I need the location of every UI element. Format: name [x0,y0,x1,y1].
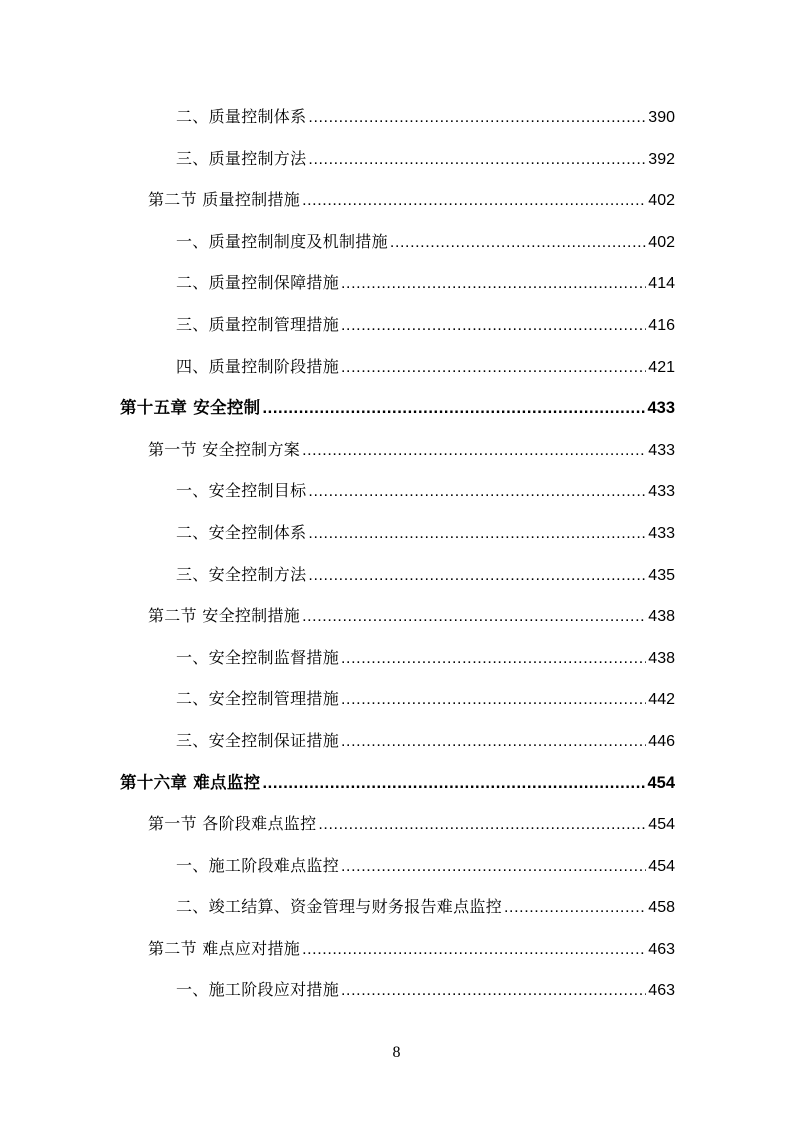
toc-entry-item[interactable] [0,512,793,554]
toc-entry-title: 二、质量控制体系 [176,107,307,126]
toc-dot-leader [341,970,646,1012]
toc-entry-title: 三、安全控制方法 [176,564,307,584]
toc-entry-item[interactable] [0,886,793,928]
toc-dot-leader [341,638,646,680]
toc-dot-leader [302,430,646,472]
toc-entry-page: 433 [648,483,675,501]
toc-entry-title: 三、质量控制方法 [176,148,307,168]
toc-entry-page: 442 [648,691,675,709]
toc-entry-section[interactable] [0,429,793,471]
toc-entry-item[interactable] [0,221,793,263]
toc-entry-page: 438 [648,649,675,667]
toc-entry-page: 433 [647,399,675,418]
toc-entry-item[interactable] [0,554,793,596]
toc-entry-page: 433 [648,441,675,459]
toc-entry-section[interactable] [0,928,793,970]
toc-entry-title: 第二节 质量控制措施 [148,190,301,210]
toc-entry-page: 438 [648,608,675,626]
toc-entry-title: 二、质量控制保障措施 [176,273,340,293]
toc-entry-title: 二、安全控制体系 [176,522,307,542]
toc-dot-leader [308,513,646,555]
toc-entry-item[interactable] [0,637,793,679]
toc-entry-title: 一、安全控制监督措施 [176,647,340,667]
toc-entry-title: 一、安全控制目标 [176,481,307,501]
toc-entry-title: 第一节 各阶段难点监控 [148,814,317,834]
toc-entry-page: 402 [648,192,675,210]
toc-entry-item[interactable] [0,678,793,720]
toc-entry-section[interactable] [0,803,793,845]
toc-entry-page: 392 [648,150,675,168]
toc-entry-title: 第二节 安全控制措施 [148,606,301,626]
toc-entry-item[interactable] [0,304,793,346]
toc-entry-chapter[interactable] [0,387,793,429]
toc-dot-leader [341,347,646,389]
toc-entry-title: 一、质量控制制度及机制措施 [176,231,388,251]
toc-entry-item[interactable] [0,138,793,180]
toc-dot-leader [341,305,646,347]
toc-entry-section[interactable] [0,595,793,637]
toc-dot-leader [390,222,646,264]
toc-dot-leader [504,887,646,929]
toc-entry-title: 一、施工阶段难点监控 [176,855,340,875]
toc-entry-item[interactable] [0,969,793,1011]
toc-dot-leader [308,97,646,139]
toc-entry-title: 一、施工阶段应对措施 [176,980,340,1000]
toc-entry-page: 402 [648,233,675,251]
toc-entry-title: 二、安全控制管理措施 [176,689,340,709]
toc-dot-leader [302,180,646,222]
toc-entry-page: 463 [648,940,675,958]
toc-dot-leader [341,721,646,763]
toc-entry-item[interactable] [0,720,793,762]
toc-dot-leader [262,388,645,430]
toc-entry-page: 454 [648,816,675,834]
toc-dot-leader [308,139,646,181]
toc-entry-chapter[interactable] [0,762,793,804]
toc-entry-item[interactable] [0,470,793,512]
toc-entry-page: 458 [648,899,675,917]
toc-entry-page: 463 [648,982,675,1000]
toc-entry-page: 435 [648,566,675,584]
toc-entry-title: 四、质量控制阶段措施 [176,356,340,376]
toc-entry-title: 二、竣工结算、资金管理与财务报告难点监控 [176,897,503,917]
toc-dot-leader [302,929,646,971]
toc-dot-leader [302,596,646,638]
toc-entry-item[interactable] [0,346,793,388]
toc-entry-title: 第二节 难点应对措施 [148,938,301,958]
toc-dot-leader [308,555,646,597]
toc-dot-leader [308,471,646,513]
toc-entry-title: 第一节 安全控制方案 [148,439,301,459]
toc-entry-page: 416 [648,316,675,334]
toc-entry-page: 421 [648,358,675,376]
toc-dot-leader [341,263,646,305]
toc-entry-item[interactable] [0,845,793,887]
toc-entry-page: 414 [648,275,675,293]
toc-dot-leader [318,804,646,846]
toc-dot-leader [262,763,645,805]
toc-entry-page: 454 [648,857,675,875]
toc-entry-page: 454 [647,773,675,792]
toc-entry-title: 三、安全控制保证措施 [176,730,340,750]
toc-entry-title: 第十五章 安全控制 [120,398,261,418]
toc-entry-page: 433 [648,524,675,542]
toc-entry-page: 390 [648,109,675,126]
toc-dot-leader [341,679,646,721]
page-number: 8 [392,1044,401,1061]
toc-entry-page: 446 [648,732,675,750]
toc-entry-title: 第十六章 难点监控 [120,772,261,792]
toc-dot-leader [341,846,646,888]
toc-entry-section[interactable] [0,179,793,221]
table-of-contents [0,96,793,1011]
toc-entry-item[interactable] [0,96,793,138]
toc-entry-title: 三、质量控制管理措施 [176,314,340,334]
toc-entry-item[interactable] [0,262,793,304]
